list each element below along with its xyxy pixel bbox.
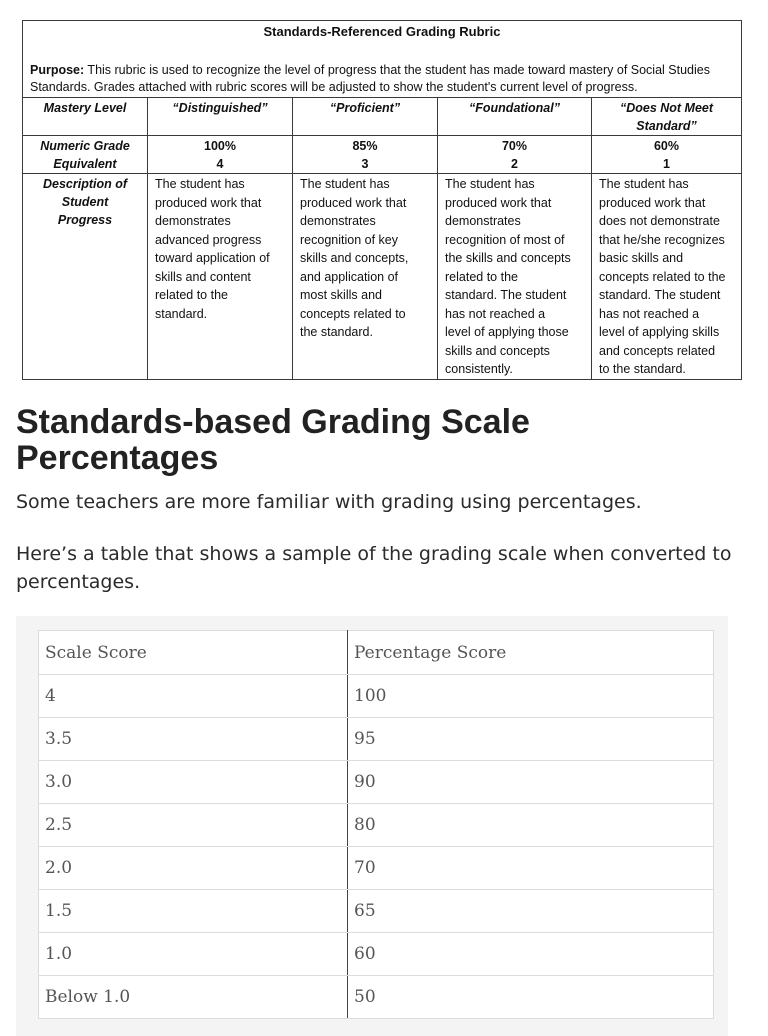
table-row: [39, 890, 714, 933]
table-row: [39, 761, 714, 804]
table-row: [39, 675, 714, 718]
percentage-score-cell: 95: [348, 718, 714, 761]
percentage-score-cell: 100: [348, 675, 714, 718]
purpose-text: This rubric is used to recognize the level of progress that the student has made toward mastery of Social Studies Standards. Grades attached with rubric scores will be adjusted to show the student's current level of progress.: [30, 63, 710, 94]
numeric-grade-label: Numeric Grade Equivalent: [23, 135, 147, 173]
percentage-score-cell: 50: [348, 976, 714, 1019]
intro-paragraph: Some teachers are more familiar with grading using percentages.: [16, 491, 642, 513]
numeric-cell-does-not-meet: [591, 135, 741, 173]
table-row: [39, 976, 714, 1019]
scale-score-cell: 2.5: [39, 804, 348, 847]
percentage-score-cell: 80: [348, 804, 714, 847]
description-foundational: The student has produced work that demonstrates recognition of most of the skills and concepts related to the standard. The student has not reached a level of applying those skills and concepts consistently.: [437, 173, 591, 379]
scale-score-cell: Below 1.0: [39, 976, 348, 1019]
percent-value: 100%: [204, 139, 236, 153]
header-scale-score: Scale Score: [39, 631, 348, 675]
scale-score-cell: 3.5: [39, 718, 348, 761]
purpose-label: Purpose:: [30, 63, 85, 77]
level-does-not-meet: “Does Not Meet Standard”: [591, 97, 741, 135]
level-distinguished: “Distinguished”: [147, 97, 292, 135]
score-value: 2: [511, 157, 518, 171]
rubric-title: Standards-Referenced Grading Rubric: [263, 24, 501, 39]
numeric-cell-proficient: [292, 135, 437, 173]
level-proficient: “Proficient”: [292, 97, 437, 135]
grading-rubric-image: [22, 20, 742, 380]
description-proficient: The student has produced work that demonstrates recognition of key skills and concepts, and application of most skills and concepts related to the standard.: [292, 173, 437, 379]
mastery-level-label: Mastery Level: [23, 97, 147, 135]
description-distinguished: The student has produced work that demonstrates advanced progress toward application of skills and content related to the standard.: [147, 173, 292, 379]
percentage-score-cell: 90: [348, 761, 714, 804]
numeric-cell-foundational: [437, 135, 591, 173]
table-header-row: [39, 631, 714, 675]
percentage-score-cell: 60: [348, 933, 714, 976]
scale-score-cell: 1.5: [39, 890, 348, 933]
percent-value: 70%: [501, 139, 528, 153]
table-row: [39, 847, 714, 890]
score-value: 4: [216, 157, 224, 171]
score-value: 1: [663, 157, 670, 171]
percent-value: 60%: [653, 139, 680, 153]
percentage-score-cell: 65: [348, 890, 714, 933]
level-foundational: “Foundational”: [437, 97, 591, 135]
percent-value: 85%: [352, 139, 378, 153]
rubric-purpose: [30, 62, 735, 96]
description-label: Description of Student Progress: [23, 173, 147, 379]
rubric-table: [23, 97, 741, 379]
table-row: [39, 933, 714, 976]
percentage-score-cell: 70: [348, 847, 714, 890]
table-row: [39, 718, 714, 761]
grading-scale-table: [38, 630, 714, 1019]
scale-score-cell: 1.0: [39, 933, 348, 976]
table-row: [39, 804, 714, 847]
scale-score-cell: 4: [39, 675, 348, 718]
header-percentage-score: Percentage Score: [348, 631, 714, 675]
description-does-not-meet: The student has produced work that does not demonstrate that he/she recognizes basic skills and concepts related to the standard. The student has not reached a level of applying skills and concepts related to the standard.: [591, 173, 741, 379]
scale-score-cell: 2.0: [39, 847, 348, 890]
table-intro-paragraph: Here’s a table that shows a sample of the grading scale when converted to percentages.: [16, 543, 732, 593]
numeric-cell-distinguished: [147, 135, 292, 173]
grading-scale-container: [16, 616, 728, 1036]
section-heading: Standards-based Grading Scale Percentages: [16, 403, 530, 477]
score-value: 3: [361, 157, 369, 171]
scale-score-cell: 3.0: [39, 761, 348, 804]
